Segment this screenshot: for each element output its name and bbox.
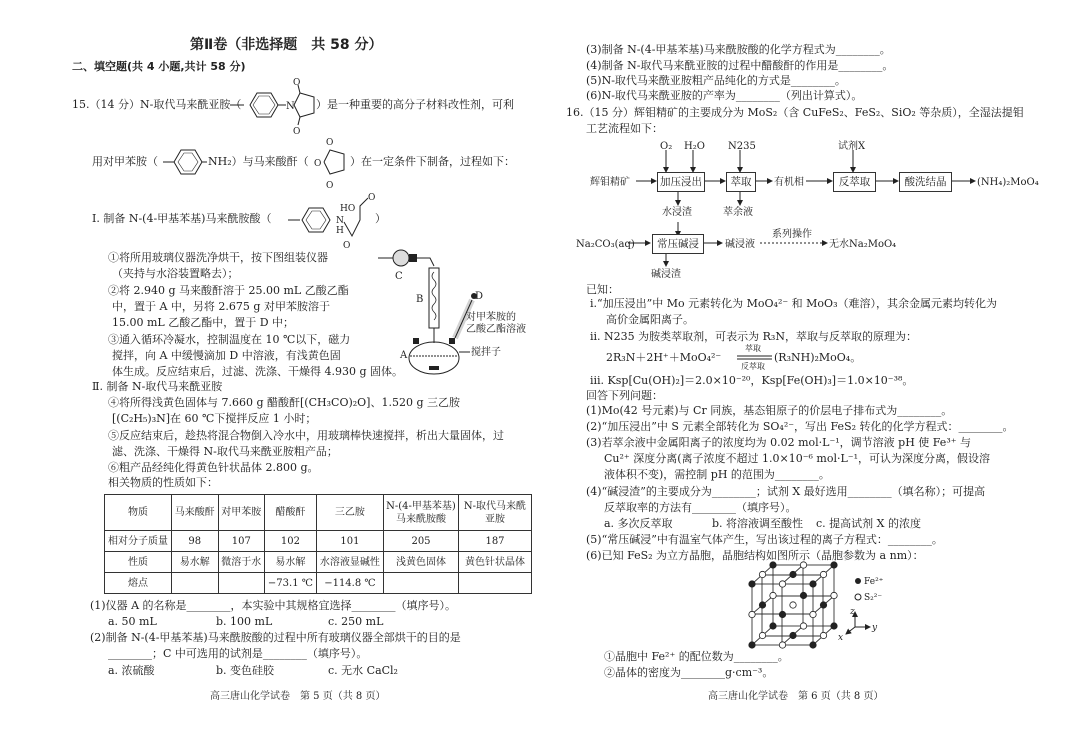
q1-option-a: a. 50 mL <box>108 615 157 628</box>
flow-alkali-liquor: 碱浸液 <box>725 239 755 250</box>
step-3-cont: 体生成。反应结束后，过滤、洗涤、干燥得 4.930 g 固体。 <box>112 365 404 378</box>
table-cell: 水溶液显碱性 <box>316 552 383 573</box>
step-5: ⑤反应结束后，趁热将混合物倒入冷水中，用玻璃棒快速搅拌，析出大量固体，过 <box>108 429 504 442</box>
table-cell: 易水解 <box>172 552 219 573</box>
question-5: (5)N-取代马来酰亚胺粗产品纯化的方式是________。 <box>586 74 846 87</box>
table-header: 醋酸酐 <box>265 495 317 531</box>
n-label: N <box>286 101 295 112</box>
flow-n235: N235 <box>728 141 756 152</box>
d-label-1: 对甲苯胺的 <box>466 312 516 323</box>
o-label: O <box>293 78 301 88</box>
answer-2: (2)“加压浸出”中 S 元素全部转化为 SO₄²⁻，写出 FeS₂ 转化的化学方程式：________。 <box>586 420 1014 433</box>
question-4: (4)制备 N-取代马来酰亚胺的过程中醋酸酐的作用是________。 <box>586 59 894 72</box>
part2-heading: Ⅱ. 制备 N-取代马来酰亚胺 <box>92 380 223 393</box>
label-d: D <box>475 291 484 302</box>
known-heading: 已知： <box>586 283 619 296</box>
question-3: (3)制备 N-(4-甲基苯基)马来酰胺酸的化学方程式为________。 <box>586 43 891 56</box>
table-row <box>105 573 532 594</box>
flow-organic-phase: 有机相 <box>774 177 804 188</box>
known-2-eq-left: 2R₃N＋2H⁺＋MoO₄²⁻ <box>606 351 722 364</box>
flow-series-ops: 系列操作 <box>772 229 812 240</box>
known-1-cont: 高价金属阳离子。 <box>606 313 694 326</box>
table-cell <box>459 573 532 594</box>
table-cell: 107 <box>218 531 265 552</box>
fe-ion-atom <box>820 602 826 608</box>
question-6: (6)N-取代马来酰亚胺的产率为________（列出计算式）。 <box>586 89 863 102</box>
known-1: ⅰ.“加压浸出”中 Mo 元素转化为 MoO₄²⁻ 和 MoO₃（难溶），其余金属元素均转化为 <box>590 297 997 310</box>
o-label: O <box>314 159 322 169</box>
flow-water-residue: 水浸渣 <box>662 207 692 218</box>
q15-text-d: ）在一定条件下制备，过程如下： <box>350 155 515 168</box>
q15-nh2: NH₂）与马来酸酐（ <box>208 155 309 168</box>
known-2: ⅱ. N235 为胺类萃取剂，可表示为 R₃N，萃取与反萃取的原理为： <box>590 330 917 343</box>
flow-h2o: H₂O <box>684 141 705 152</box>
table-cell: 易水解 <box>265 552 317 573</box>
question-2: (2)制备 N-(4-甲基苯基)马来酰胺酸的过程中所有玻璃仪器全部烘干的目的是 <box>90 631 461 644</box>
label-c: C <box>395 271 403 282</box>
known-2-eq-top: 萃取 <box>745 344 761 353</box>
table-cell <box>218 573 265 594</box>
question-16-cont: 工艺流程如下： <box>586 122 663 135</box>
known-2-eq-right: (R₃NH)₂MoO₄。 <box>774 351 862 364</box>
answer-1: (1)Mo(42 号元素)与 Cr 同族，基态钼原子的价层电子排布式为________。 <box>586 404 953 417</box>
fe-ion-atom <box>779 611 785 617</box>
step-3-cont: 搅拌，向 A 中缓慢滴加 D 中溶液，有浅黄色固 <box>112 349 341 362</box>
label-b: B <box>416 294 424 305</box>
q1-option-b: b. 100 mL <box>216 615 273 628</box>
table-row <box>105 552 532 573</box>
table-cell: −73.1 ℃ <box>265 573 317 594</box>
flow-product: (NH₄)₂MoO₄ <box>977 177 1039 188</box>
table-cell: 性质 <box>105 552 172 573</box>
o-label: O <box>343 241 351 251</box>
table-header: N-(4-甲基苯基)马来酰胺酸 <box>384 495 459 531</box>
step-2-cont: 中，置于 A 中，另将 2.675 g 对甲苯胺溶于 <box>112 300 330 313</box>
answer-3-cont: Cu²⁺ 深度分离(离子浓度不超过 1.0×10⁻⁶ mol·L⁻¹，可认为深度分离，假设溶 <box>604 452 991 465</box>
o-label: O <box>326 181 334 191</box>
table-cell: 98 <box>172 531 219 552</box>
ho-label: HO <box>340 204 356 214</box>
q1-option-c: c. 250 mL <box>328 615 384 628</box>
fe-ion-atom <box>831 562 837 568</box>
s2-ion-atom <box>759 571 765 577</box>
s2-ion-atom <box>800 562 806 568</box>
q2-option-c: c. 无水 CaCl₂ <box>328 664 398 677</box>
flow-box-pressure-leach: 加压浸出 <box>657 172 705 192</box>
fe-ion-atom <box>770 562 776 568</box>
flow-box-alkali-leach: 常压碱浸 <box>652 234 704 254</box>
q15-text-a: 15.（14 分）N-取代马来酰亚胺（ <box>72 98 242 111</box>
s2-ion-atom <box>790 602 796 608</box>
question-1: (1)仪器 A 的名称是________，本实验中其规格宜选择________（填序号）。 <box>90 599 457 612</box>
table-header: N-取代马来酰亚胺 <box>459 495 532 531</box>
label-a: A <box>400 350 408 361</box>
answer-3-cont: 液体积不变)，需控制 pH 的范围为________。 <box>604 468 830 481</box>
axis-x: x <box>838 633 844 643</box>
step-2-cont: 15.00 mL 乙酸乙酯中，置于 D 中； <box>112 316 295 329</box>
table-header: 物质 <box>105 495 172 531</box>
table-cell: 101 <box>316 531 383 552</box>
s2-ion-atom <box>810 611 816 617</box>
part1-end: ） <box>375 212 386 225</box>
step-3: ③通入循环冷凝水，控制温度在 10 ℃以下，磁力 <box>108 333 351 346</box>
answer-4-option-a: a. 多次反萃取 <box>604 517 673 530</box>
question-16: 16.（15 分）辉钼精矿的主要成分为 MoS₂（含 CuFeS₂、FeS₂、SiO₂ 等杂质），全湿法提钼 <box>566 106 1024 119</box>
table-cell: 微溶于水 <box>218 552 265 573</box>
table-header: 三乙胺 <box>316 495 383 531</box>
s2-ion-atom <box>779 581 785 587</box>
flow-na2co3: Na₂CO₃(aq) <box>576 239 635 250</box>
flow-na2moo4: 无水Na₂MoO₄ <box>829 239 897 250</box>
answer-6-2: ②晶体的密度为________g·cm⁻³。 <box>604 666 774 679</box>
table-caption: 相关物质的性质如下： <box>108 476 218 489</box>
table-cell: 187 <box>459 531 532 552</box>
table-cell: 相对分子质量 <box>105 531 172 552</box>
d-label-2: 乙酸乙酯溶液 <box>466 324 526 335</box>
answer-6-1: ①晶胞中 Fe²⁺ 的配位数为________。 <box>604 650 789 663</box>
flow-box-acid-wash: 酸洗结晶 <box>899 172 952 192</box>
answer-heading: 回答下列问题： <box>586 389 663 402</box>
step-1-cont: （夹持与水浴装置略去）； <box>112 267 239 280</box>
flow-alkali-residue: 碱浸渣 <box>651 269 681 280</box>
s2-ion-atom <box>800 623 806 629</box>
step-1: ①将所用玻璃仪器洗净烘干，按下图组装仪器 <box>108 251 328 264</box>
n-label: N <box>336 216 344 226</box>
fe-ion-atom <box>790 632 796 638</box>
step-4-cont: [(C₂H₅)₃N]在 60 ℃下搅拌反应 1 小时； <box>112 412 317 425</box>
table-cell: 黄色针状晶体 <box>459 552 532 573</box>
s2-ion-atom <box>820 632 826 638</box>
s2-ion-atom <box>820 571 826 577</box>
answer-4-cont: 反萃取率的方法有________（填序号）。 <box>604 501 797 514</box>
step-2: ②将 2.940 g 马来酸酐溶于 25.00 mL 乙酸乙酯 <box>108 284 349 297</box>
q2-option-a: a. 浓硫酸 <box>108 664 155 677</box>
table-header: 马来酸酐 <box>172 495 219 531</box>
flow-reagent-x: 试剂X <box>838 141 866 152</box>
axis-z: z <box>850 607 855 617</box>
flow-box-extract: 萃取 <box>726 172 756 192</box>
page-footer: 高三唐山化学试卷 第 6 页（共 8 页） <box>708 691 884 702</box>
o-label: O <box>368 193 376 203</box>
answer-5: (5)“常压碱浸”中有温室气体产生，写出该过程的离子方程式：________。 <box>586 533 943 546</box>
table-cell: 205 <box>384 531 459 552</box>
answer-3: (3)若萃余液中金属阳离子的浓度均为 0.02 mol·L⁻¹，调节溶液 pH 使 Fe³⁺ 与 <box>586 436 972 449</box>
fe-ion-atom <box>749 581 755 587</box>
table-cell: 浅黄色固体 <box>384 552 459 573</box>
legend-s2: S₂²⁻ <box>864 593 883 603</box>
table-header: 对甲苯胺 <box>218 495 265 531</box>
stir-bar-label: 搅拌子 <box>471 347 501 358</box>
step-6: ⑥粗产品经纯化得黄色针状晶体 2.800 g。 <box>108 461 319 474</box>
answer-4-option-c: c. 提高试剂 X 的浓度 <box>816 517 921 530</box>
fe-ion-atom <box>770 623 776 629</box>
page-footer: 高三唐山化学试卷 第 5 页（共 8 页） <box>210 691 386 702</box>
axis-y: y <box>872 623 878 633</box>
table-header-row <box>105 495 532 531</box>
section-heading: 二、填空题(共 4 小题,共计 58 分) <box>72 60 246 73</box>
s2-ion-atom <box>759 632 765 638</box>
fe-ion-atom <box>759 602 765 608</box>
q15-text-c: 用对甲苯胺（ <box>92 155 158 168</box>
properties-table <box>104 494 532 594</box>
fe-ion-atom <box>790 571 796 577</box>
flow-box-back-extract: 反萃取 <box>833 172 876 192</box>
h-label: H <box>336 226 344 236</box>
part1-heading: Ⅰ. 制备 N-(4-甲基苯基)马来酰胺酸（ <box>92 212 272 225</box>
table-cell <box>172 573 219 594</box>
table-cell <box>384 573 459 594</box>
legend-fe: Fe²⁺ <box>864 577 884 587</box>
s2-ion-atom <box>770 592 776 598</box>
table-cell: −114.8 ℃ <box>316 573 383 594</box>
s2-ion-atom <box>749 611 755 617</box>
table-row <box>105 531 532 552</box>
answer-4: (4)“碱浸渣”的主要成分为________；试剂 X 最好选用________（填名称）；可提高 <box>586 485 986 498</box>
fe-ion-atom <box>810 581 816 587</box>
fe-ion-atom <box>800 592 806 598</box>
s2-ion-atom <box>779 642 785 648</box>
o-label: O <box>326 138 334 148</box>
answer-4-option-b: b. 将溶液调至酸性 <box>712 517 804 530</box>
fe-ion-atom <box>749 642 755 648</box>
known-3: ⅲ. Ksp[Cu(OH)₂]＝2.0×10⁻²⁰，Ksp[Fe(OH)₃]＝1.0×10⁻³⁸。 <box>590 374 914 387</box>
flow-raffinate: 萃余液 <box>723 207 753 218</box>
fe-ion-atom <box>831 623 837 629</box>
answer-6: (6)已知 FeS₂ 为立方晶胞，晶胞结构如图所示（晶胞参数为 a nm）： <box>586 549 924 562</box>
step-4: ④将所得浅黄色固体与 7.660 g 醋酸酐[(CH₃CO)₂O]、1.520 g 三乙胺 <box>108 396 460 409</box>
question-2-cont: ________；C 中可选用的试剂是________（填序号）。 <box>108 647 368 660</box>
table-cell: 102 <box>265 531 317 552</box>
o-label: O <box>293 127 301 137</box>
page-title: 第Ⅱ卷（非选择题 共 58 分） <box>190 37 383 53</box>
s2-ion-atom <box>831 592 837 598</box>
fe-ion-atom <box>810 642 816 648</box>
q15-text-b: ）是一种重要的高分子材料改性剂，可利 <box>316 98 514 111</box>
step-5-cont: 滤、洗涤、干燥得 N-取代马来酰亚胺粗产品； <box>112 445 338 458</box>
flow-ore: 辉钼精矿 <box>590 177 630 188</box>
q2-option-b: b. 变色硅胶 <box>216 664 275 677</box>
table-cell: 熔点 <box>105 573 172 594</box>
flow-o2: O₂ <box>660 141 673 152</box>
known-2-eq-bottom: 反萃取 <box>741 362 765 371</box>
